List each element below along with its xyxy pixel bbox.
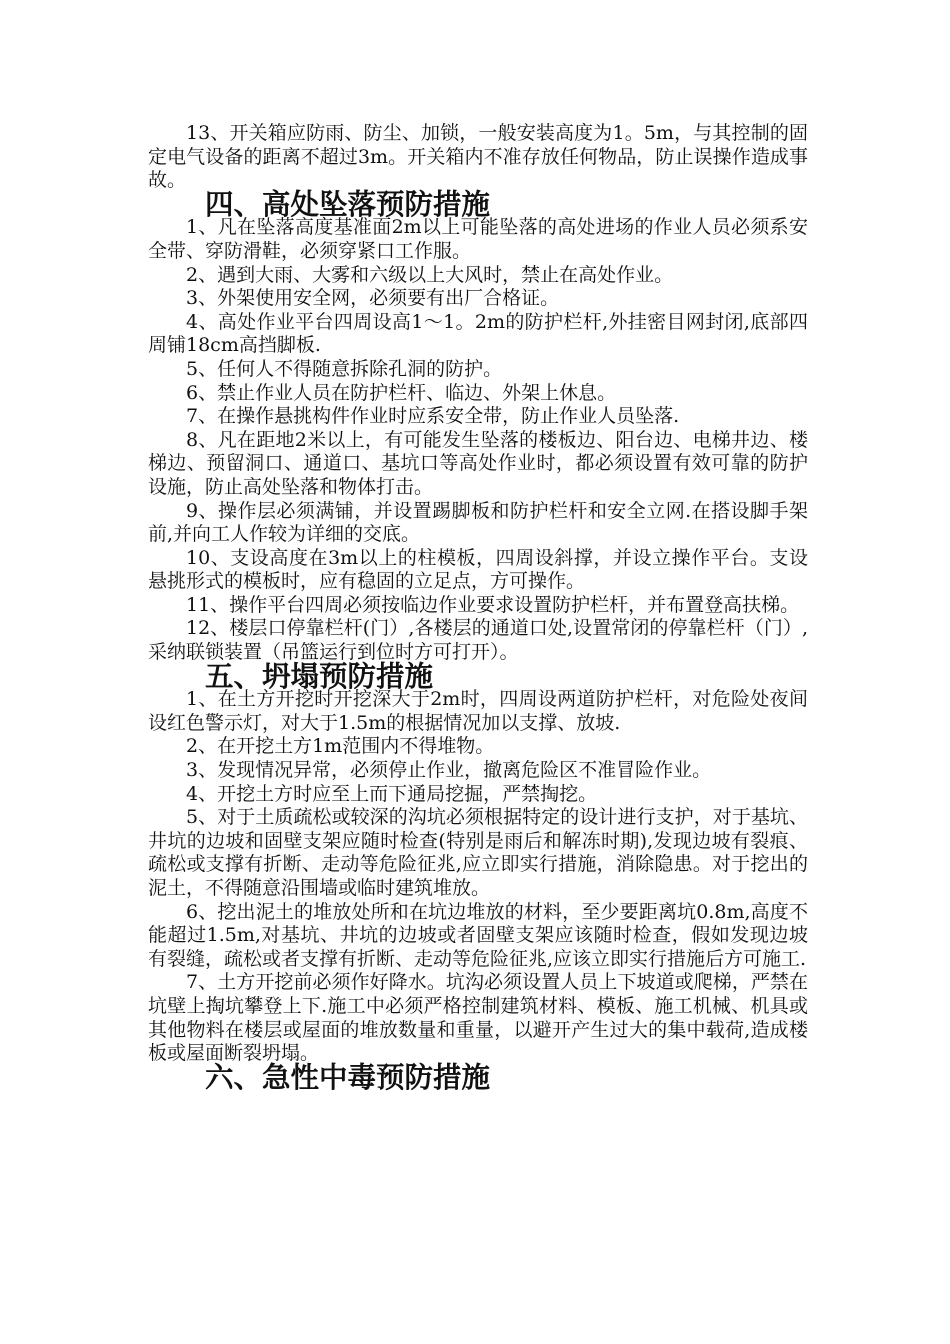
paragraph: 11、操作平台四周必须按临边作业要求设置防护栏杆，并布置登高扶梯。 [186,593,800,616]
paragraph: 8、凡在距地2米以上，有可能发生坠落的楼板边、阳台边、电梯井边、楼梯边、预留洞口、通道口、基坑口等高处作业时，都必须设置有效可靠的防护设施，防止高处坠落和物体打击。 [148,428,808,498]
section-heading: 五、坍塌预防措施 [205,659,434,693]
paragraph: 6、禁止作业人员在防护栏杆、临边、外架上休息。 [186,381,617,404]
paragraph: 4、开挖土方时应至上而下通局挖掘，严禁掏挖。 [186,782,598,805]
paragraph: 7、在操作悬挑构件作业时应系安全带，防止作业人员坠落. [186,405,680,428]
paragraph: 10、支设高度在3m以上的柱模板，四周设斜撑，并设立操作平台。支设悬挑形式的模板时，应有稳固的立足点，方可操作。 [148,546,808,593]
document-page [148,122,808,1094]
paragraph: 7、土方开挖前必须作好降水。坑沟必须设置人员上下坡道或爬梯，严禁在坑壁上掏坑攀登上下.施工中必须严格控制建筑材料、模板、施工机械、机具或其他物料在楼层或屋面的堆放数量和重量，以避开产生过大的集中载荷,造成楼板或屋面断裂坍塌。 [148,971,808,1065]
section-heading: 四、高处坠落预防措施 [205,187,491,221]
paragraph: 9、操作层必须满铺，并设置踢脚板和防护栏杆和安全立网.在搭设脚手架前,并向工人作较为详细的交底。 [148,499,808,546]
paragraph: 2、在开挖土方1m范围内不得堆物。 [186,735,495,758]
paragraph: 6、挖出泥土的堆放处所和在坑边堆放的材料，至少要距离坑0.8m,高度不能超过1.5m,对基坑、井坑的边坡或者固壁支架应该随时检查，假如发现边坡有裂缝，疏松或者支撑有折断、走动等危险征兆,应该立即实行措施后方可施工. [148,900,808,970]
paragraph: 5、任何人不得随意拆除孔洞的防护。 [186,357,503,380]
paragraph: 5、对于土质疏松或较深的沟坑必须根据特定的设计进行支护，对于基坑、井坑的边坡和固壁支架应随时检查(特别是雨后和解冻时期),发现边坡有裂痕、疏松或支撑有折断、走动等危险征兆,应立即实行措施，消除隐患。对于挖出的泥土，不得随意沿围墙或临时建筑堆放。 [148,806,808,899]
paragraph: 4、高处作业平台四周设高1～1。2m的防护栏杆,外挂密目网封闭,底部四周铺18cm高挡脚板. [148,310,808,357]
paragraph: 12、楼层口停靠栏杆(门）,各楼层的通道口处,设置常闭的停靠栏杆（门）,采纳联锁装置（吊篮运行到位时方可打开）。 [148,617,808,664]
paragraph: 1、在土方开挖时开挖深大于2m时，四周设两道防护栏杆，对危险处夜间设红色警示灯，对大于1.5m的根据情况加以支撑、放坡. [148,688,808,734]
paragraph: 3、外架使用安全网，必须要有出厂合格证。 [186,287,560,310]
paragraph: 13、开关箱应防雨、防尘、加锁，一般安装高度为1。5m，与其控制的固定电气设备的距离不超过3m。开关箱内不准存放任何物品，防止误操作造成事故。 [148,122,808,192]
paragraph: 1、凡在坠落高度基准面2m以上可能坠落的高处进场的作业人员必须系安全带、穿防滑鞋，必须穿紧口工作服。 [148,216,808,262]
paragraph: 2、遇到大雨、大雾和六级以上大风时，禁止在高处作业。 [186,263,674,286]
paragraph: 3、发现情况异常，必须停止作业，撤离危险区不准冒险作业。 [186,759,712,782]
section-heading: 六、急性中毒预防措施 [205,1060,491,1094]
